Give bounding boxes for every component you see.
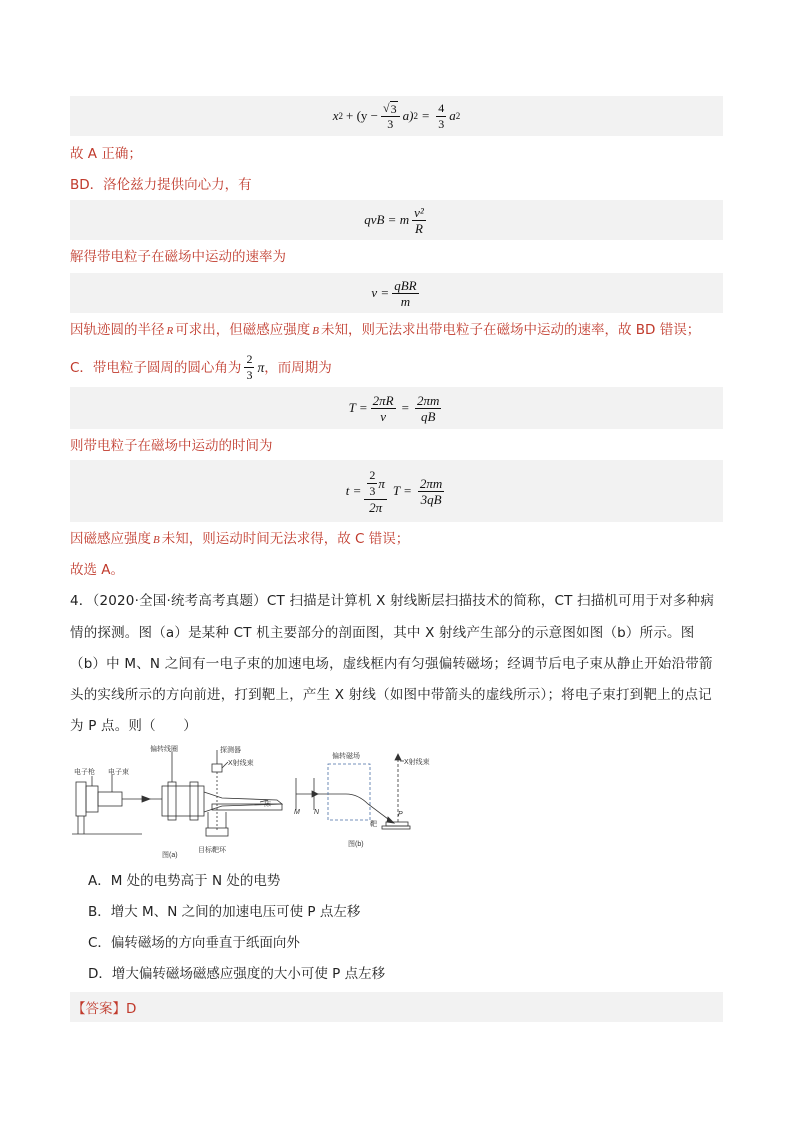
fig-b-label-m: M [294, 809, 300, 816]
fig-a-label-bed: 床 [264, 801, 271, 808]
fig-a-label-target: 目标靶环 [198, 847, 226, 854]
fig-b-label-xray: X射线束 [404, 759, 430, 766]
question-line-4: 头的实线所示的方向前进，打到靶上，产生 X 射线（如图中带箭头的虚线所示）；将电子束打到靶上的点记 [70, 687, 712, 703]
fig-b-label-n: N [314, 809, 320, 816]
fig-b-label-field: 偏转磁场 [332, 753, 360, 760]
option-d: D．增大偏转磁场磁感应强度的大小可使 P 点左移 [88, 966, 386, 982]
answer-text: 【答案】D [72, 1001, 137, 1017]
text-bd-wrong: 因轨迹圆的半径 R 可求出，但磁感应强度 B 未知，则无法求出带电粒子在磁场中运动的速率，故 BD 错误； [70, 322, 701, 338]
fig-a-label-gun: 电子枪 [74, 769, 95, 776]
equation-circle: x 2 + (y − √ 3 3 a) 2 = $\frac{4}{3}$ a 2 [70, 96, 723, 136]
figure-a-ct-machine [72, 742, 294, 862]
text-choose-a: 故选 A。 [70, 562, 125, 578]
eq1-den3: 3 [387, 116, 394, 131]
fig-a-label-beam: 电子束 [108, 769, 129, 776]
text-c-wrong: 因磁感应强度 B 未知，则运动时间无法求得，故 C 错误； [70, 531, 410, 547]
question-line-1: 4．（2020·全国·统考高考真题）CT 扫描是计算机 X 射线断层扫描技术的简称，CT 扫描机可用于对多种病 [70, 593, 715, 609]
equation-time: t = $\frac{2}{3}$ π 2π T = $\frac{2\pi m}{3qB}$ [70, 460, 723, 522]
option-c: C．偏转磁场的方向垂直于纸面向外 [88, 935, 300, 951]
fig-a-label-detector: 探测器 [220, 747, 241, 754]
option-b: B．增大 M、N 之间的加速电压可使 P 点左移 [88, 904, 361, 920]
option-a: A．M 处的电势高于 N 处的电势 [88, 873, 281, 889]
fig-a-label-xray: X射线束 [228, 760, 254, 767]
text-solve-velocity: 解得带电粒子在磁场中运动的速率为 [70, 249, 286, 265]
fig-a-caption: 图(a) [162, 852, 178, 859]
text-a-correct: 故 A 正确； [70, 146, 142, 162]
text-bd-lorentz: BD．洛伦兹力提供向心力，有 [70, 177, 252, 193]
figure-b-xray-schematic [288, 744, 450, 852]
fig-b-caption: 图(b) [348, 841, 364, 848]
eq1-paren: + (y − [346, 108, 378, 123]
question-line-5: 为 P 点。则（ ） [70, 718, 197, 734]
fig-b-label-target: 靶 [370, 821, 377, 828]
fig-a-label-coil: 偏转线圈 [150, 746, 178, 753]
eq1-x: x [332, 108, 339, 123]
eq1-sqrt3: 3 [390, 101, 397, 116]
eq1-a: a) [402, 108, 414, 123]
equation-velocity: v = $\frac{\text{qBR}}{m}$ [70, 273, 723, 313]
equation-force: qvB = m $\frac{\text{v²}}{R}$ [70, 200, 723, 240]
answer-bar [70, 992, 723, 1022]
text-c-angle: C．带电粒子圆周的圆心角为 $\frac{2}{3}$ π ，而周期为 [70, 352, 332, 382]
equation-period: T = $\frac{2\pi R}{v}$ = $\frac{2\pi m}{qB}$ [70, 387, 723, 429]
question-line-2: 情的探测。图（a）是某种 CT 机主要部分的剖面图，其中 X 射线产生部分的示意图如图（b）所示。图 [70, 625, 695, 641]
question-line-3: （b）中 M、N 之间有一电子束的加速电场，虚线框内有匀强偏转磁场；经调节后电子束从静止开始沿带箭 [70, 656, 713, 672]
text-time: 则带电粒子在磁场中运动的时间为 [70, 438, 273, 454]
fig-b-label-p: P [398, 811, 403, 818]
